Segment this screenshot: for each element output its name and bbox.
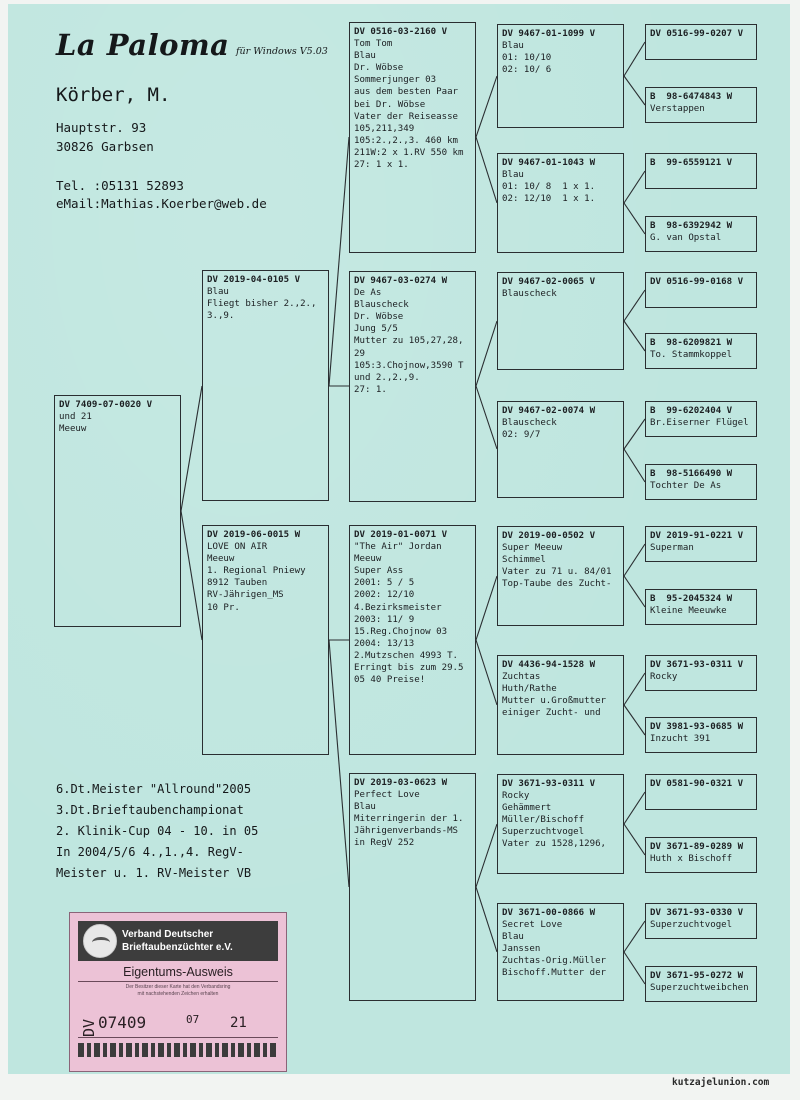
card-ring: 21 bbox=[230, 1015, 247, 1031]
gen2-line: 2002: 12/10 bbox=[354, 590, 415, 601]
connector-line bbox=[624, 76, 645, 105]
owner-street: Hauptstr. 93 bbox=[56, 120, 147, 135]
gen4-box bbox=[645, 774, 757, 810]
gen3-line: Blau bbox=[502, 41, 524, 52]
gen4-ring: DV 3671-89-0289 W bbox=[650, 842, 744, 852]
dam-line: 8912 Tauben bbox=[207, 578, 268, 589]
gen2-line: 29 bbox=[354, 348, 365, 359]
connector-line bbox=[181, 511, 202, 640]
gen2-line: 15.Reg.Chojnow 03 bbox=[354, 626, 448, 637]
gen3-line: Huth/Rathe bbox=[502, 684, 557, 695]
gen2-line: 211W:2 x 1.RV 550 km bbox=[354, 147, 464, 158]
sire-box bbox=[202, 270, 329, 501]
connector-line bbox=[624, 42, 645, 76]
connector-line bbox=[476, 137, 497, 203]
gen3-line: Blau bbox=[502, 170, 524, 181]
connector-line bbox=[624, 419, 645, 449]
gen2-line: Dr. Wöbse bbox=[354, 312, 404, 323]
dam-line: LOVE ON AIR bbox=[207, 542, 268, 553]
gen2-line: 105,211,349 bbox=[354, 123, 415, 134]
gen3-line: Gehämmert bbox=[502, 803, 552, 814]
gen4-ring: B 98-6474843 W bbox=[650, 92, 733, 102]
gen3-line: Superzuchtvogel bbox=[502, 827, 585, 838]
pigeon-logo-icon bbox=[83, 924, 117, 958]
gen4-note: Kleine Meeuwke bbox=[650, 606, 727, 617]
gen3-line: Schimmel bbox=[502, 555, 546, 566]
dam-box bbox=[202, 525, 329, 755]
dam-line: 1. Regional Pniewy bbox=[207, 566, 306, 577]
gen4-note: Br.Eiserner Flügel bbox=[650, 418, 749, 429]
connector-line bbox=[624, 576, 645, 607]
connector-line bbox=[329, 137, 349, 386]
gen4-box bbox=[645, 966, 757, 1002]
gen2-line: 4.Bezirksmeister bbox=[354, 602, 442, 613]
gen3-ring: DV 3671-00-0866 W bbox=[502, 908, 596, 918]
gen3-line: Top-Taube des Zucht- bbox=[502, 579, 612, 590]
gen2-line: Super Ass bbox=[354, 566, 404, 577]
gen2-line: aus dem besten Paar bbox=[354, 87, 459, 98]
gen4-ring: B 98-6392942 W bbox=[650, 221, 733, 231]
gen4-note: Huth x Bischoff bbox=[650, 854, 733, 865]
gen3-line: Rocky bbox=[502, 791, 530, 802]
gen3-line: Zuchtas bbox=[502, 672, 541, 683]
gen2-line: 27: 1. bbox=[354, 384, 387, 395]
gen4-ring: DV 2019-91-0221 V bbox=[650, 531, 744, 541]
connector-line bbox=[476, 576, 497, 640]
card-divider bbox=[78, 981, 278, 982]
gen2-line: 105:3.Chojnow,3590 T bbox=[354, 360, 464, 371]
gen3-line: Blauscheck bbox=[502, 289, 557, 300]
card-year: 07 bbox=[186, 1013, 200, 1026]
card-org-name: Brieftaubenzüchter e.V. bbox=[122, 942, 233, 953]
gen4-box bbox=[645, 24, 757, 60]
grandsire-paternal-box bbox=[349, 22, 476, 253]
connector-line bbox=[476, 824, 497, 887]
gen4-ring: B 99-6559121 V bbox=[650, 158, 733, 168]
connector-line bbox=[624, 544, 645, 576]
gen4-note: Tochter De As bbox=[650, 481, 722, 492]
gen3-line: 02: 10/ 6 bbox=[502, 65, 552, 76]
gen3-line: Bischoff.Mutter der bbox=[502, 968, 607, 979]
gen4-box bbox=[645, 216, 757, 252]
gen2-line: Erringt bis zum 29.5 bbox=[354, 663, 464, 674]
gen2-ring: DV 0516-03-2160 V bbox=[354, 27, 448, 37]
gen4-note: To. Stammkoppel bbox=[650, 350, 733, 361]
gen2-line: Blau bbox=[354, 802, 376, 813]
sire-line: Fliegt bisher 2.,2., bbox=[207, 299, 317, 310]
gen4-ring: DV 3671-95-0272 W bbox=[650, 971, 744, 981]
gen2-line: Vater der Reiseasse bbox=[354, 111, 459, 122]
gen4-box bbox=[645, 153, 757, 189]
gen3-box bbox=[497, 903, 624, 1001]
achievement-line: 6.Dt.Meister "Allround"2005 bbox=[56, 782, 252, 796]
gen3-line: Müller/Bischoff bbox=[502, 815, 585, 826]
subject-box bbox=[54, 395, 181, 627]
gen4-box bbox=[645, 464, 757, 500]
gen4-box bbox=[645, 655, 757, 691]
gen3-box bbox=[497, 24, 624, 128]
card-note: Der Besitzer dieser Karte hat den Verbandsring bbox=[125, 984, 231, 990]
gen3-ring: DV 9467-01-1043 W bbox=[502, 158, 596, 168]
connector-line bbox=[329, 640, 349, 887]
subject-line: Meeuw bbox=[59, 424, 87, 435]
gen2-line: Blauscheck bbox=[354, 300, 409, 311]
gen4-box bbox=[645, 526, 757, 562]
gen4-box bbox=[645, 401, 757, 437]
connector-line bbox=[624, 449, 645, 482]
gen2-line: "The Air" Jordan bbox=[354, 542, 442, 553]
gen4-box bbox=[645, 333, 757, 369]
gen3-line: Mutter u.Großmutter bbox=[502, 696, 607, 707]
gen4-ring: B 98-5166490 W bbox=[650, 469, 733, 479]
gen2-line: Mutter zu 105,27,28, bbox=[354, 336, 464, 347]
gen2-line: 105:2.,2.,3. 460 km bbox=[354, 135, 459, 146]
connector-line bbox=[624, 921, 645, 952]
gen4-box bbox=[645, 837, 757, 873]
gen3-ring: DV 4436-94-1528 W bbox=[502, 660, 596, 670]
gen3-line: Janssen bbox=[502, 944, 541, 955]
gen2-line: 2.Mutzschen 4993 T. bbox=[354, 650, 459, 661]
card-number: 07409 bbox=[98, 1013, 147, 1032]
owner-name: Körber, M. bbox=[56, 84, 171, 106]
granddam-maternal-box bbox=[349, 773, 476, 1001]
gen4-box bbox=[645, 87, 757, 123]
gen2-ring: DV 9467-03-0274 W bbox=[354, 276, 448, 286]
card-title: Eigentums-Ausweis bbox=[123, 965, 233, 979]
gen4-ring: B 95-2045324 W bbox=[650, 594, 733, 604]
gen4-ring: B 98-6209821 W bbox=[650, 338, 733, 348]
gen4-ring: DV 3981-93-0685 W bbox=[650, 722, 744, 732]
gen4-note: Inzucht 391 bbox=[650, 734, 711, 745]
gen2-line: Miterringerin der 1. bbox=[354, 814, 464, 825]
connector-line bbox=[476, 76, 497, 137]
gen2-line: Meeuw bbox=[354, 554, 382, 565]
gen2-line: Perfect Love bbox=[354, 790, 420, 801]
gen4-note: Superman bbox=[650, 543, 694, 554]
sire-ring: DV 2019-04-0105 V bbox=[207, 275, 301, 285]
gen3-box bbox=[497, 774, 624, 874]
gen3-line: 02: 9/7 bbox=[502, 430, 541, 441]
gen4-note: G. van Opstal bbox=[650, 233, 722, 244]
gen4-box bbox=[645, 717, 757, 753]
gen3-line: einiger Zucht- und bbox=[502, 708, 601, 719]
gen4-box bbox=[645, 903, 757, 939]
gen4-note: Superzuchtweibchen bbox=[650, 983, 749, 994]
gen3-line: Super Meeuw bbox=[502, 543, 563, 554]
connector-line bbox=[476, 887, 497, 952]
gen3-box bbox=[497, 272, 624, 370]
owner-email: eMail:Mathias.Koerber@web.de bbox=[56, 196, 267, 211]
ownership-id-card bbox=[69, 912, 287, 1072]
gen4-ring: DV 3671-93-0330 V bbox=[650, 908, 744, 918]
achievement-line: 2. Klinik-Cup 04 - 10. in 05 bbox=[56, 824, 259, 838]
connector-line bbox=[476, 640, 497, 705]
connector-line bbox=[624, 203, 645, 234]
gen3-line: Vater zu 71 u. 84/01 bbox=[502, 567, 612, 578]
gen3-ring: DV 9467-02-0065 V bbox=[502, 277, 596, 287]
gen3-line: 01: 10/ 8 1 x 1. bbox=[502, 182, 596, 193]
gen4-box bbox=[645, 589, 757, 625]
gen3-line: Secret Love bbox=[502, 920, 563, 931]
grandsire-maternal-box bbox=[349, 525, 476, 755]
gen3-box bbox=[497, 526, 624, 626]
connector-line bbox=[624, 673, 645, 705]
achievement-line: 3.Dt.Brieftaubenchampionat bbox=[56, 803, 244, 817]
granddam-paternal-box bbox=[349, 271, 476, 502]
gen3-line: 01: 10/10 bbox=[502, 53, 552, 64]
gen3-line: Blau bbox=[502, 932, 524, 943]
owner-city: 30826 Garbsen bbox=[56, 139, 154, 154]
connector-line bbox=[624, 321, 645, 351]
gen2-line: Jung 5/5 bbox=[354, 324, 398, 335]
gen3-ring: DV 9467-01-1099 V bbox=[502, 29, 596, 39]
gen4-box bbox=[645, 272, 757, 308]
connector-line bbox=[624, 952, 645, 984]
gen4-note: Verstappen bbox=[650, 104, 705, 115]
gen3-ring: DV 9467-02-0074 W bbox=[502, 406, 596, 416]
connector-line bbox=[476, 386, 497, 449]
subject-line: und 21 bbox=[59, 412, 92, 423]
gen2-line: Dr. Wöbse bbox=[354, 63, 404, 74]
gen2-line: Sommerjunger 03 bbox=[354, 75, 437, 86]
gen4-note: Rocky bbox=[650, 672, 678, 683]
card-prefix: DV bbox=[80, 1018, 98, 1037]
gen2-line: in RegV 252 bbox=[354, 838, 415, 849]
gen3-line: 02: 12/10 1 x 1. bbox=[502, 194, 596, 205]
dam-line: RV-Jährigen_MS bbox=[207, 590, 284, 601]
gen3-box bbox=[497, 655, 624, 755]
gen2-ring: DV 2019-03-0623 W bbox=[354, 778, 448, 788]
card-note: mit nachstehenden Zeichen erhalten bbox=[137, 991, 219, 997]
gen4-ring: DV 0581-90-0321 V bbox=[650, 779, 744, 789]
connector-line bbox=[624, 792, 645, 824]
app-version: für Windows V5.03 bbox=[236, 46, 328, 57]
connector-line bbox=[476, 321, 497, 386]
gen2-ring: DV 2019-01-0071 V bbox=[354, 530, 448, 540]
gen3-line: Vater zu 1528,1296, bbox=[502, 839, 607, 850]
connector-line bbox=[624, 824, 645, 855]
gen4-note: Superzuchtvogel bbox=[650, 920, 733, 931]
gen4-ring: DV 3671-93-0311 V bbox=[650, 660, 744, 670]
owner-phone: Tel. :05131 52893 bbox=[56, 178, 184, 193]
achievement-line: In 2004/5/6 4.,1.,4. RegV- bbox=[56, 845, 244, 859]
gen2-line: 2003: 11/ 9 bbox=[354, 614, 415, 625]
achievement-line: Meister u. 1. RV-Meister VB bbox=[56, 866, 252, 880]
card-pattern bbox=[78, 1043, 278, 1057]
gen3-ring: DV 2019-00-0502 V bbox=[502, 531, 596, 541]
connector-line bbox=[181, 386, 202, 511]
gen2-line: Blau bbox=[354, 51, 376, 62]
gen3-line: Zuchtas-Orig.Müller bbox=[502, 956, 607, 967]
connector-line bbox=[624, 171, 645, 203]
card-divider bbox=[78, 1037, 278, 1038]
watermark-url: kutzajelunion.com bbox=[672, 1077, 770, 1088]
gen2-line: 2004: 13/13 bbox=[354, 638, 415, 649]
gen3-box bbox=[497, 153, 624, 253]
connector-line bbox=[624, 290, 645, 321]
sire-line: Blau bbox=[207, 287, 229, 298]
gen2-line: und 2.,2.,9. bbox=[354, 372, 420, 383]
gen2-line: Tom Tom bbox=[354, 39, 393, 50]
gen3-line: Blauscheck bbox=[502, 418, 557, 429]
gen2-line: De As bbox=[354, 288, 382, 299]
card-org-name: Verband Deutscher bbox=[122, 929, 214, 940]
dam-line: Meeuw bbox=[207, 554, 235, 565]
gen3-box bbox=[497, 401, 624, 498]
dam-ring: DV 2019-06-0015 W bbox=[207, 530, 301, 540]
gen3-ring: DV 3671-93-0311 V bbox=[502, 779, 596, 789]
gen4-ring: B 99-6202404 V bbox=[650, 406, 733, 416]
gen4-ring: DV 0516-99-0207 V bbox=[650, 29, 744, 39]
sire-line: 3.,9. bbox=[207, 311, 235, 322]
gen2-line: 2001: 5 / 5 bbox=[354, 578, 415, 589]
dam-line: 10 Pr. bbox=[207, 602, 240, 613]
gen2-line: 27: 1 x 1. bbox=[354, 160, 409, 171]
connector-line bbox=[624, 705, 645, 735]
gen2-line: 05 40 Preise! bbox=[354, 675, 426, 686]
app-logo: La Paloma bbox=[56, 28, 230, 62]
subject-ring: DV 7409-07-0020 V bbox=[59, 400, 153, 410]
gen2-line: Jährigenverbands-MS bbox=[354, 826, 459, 837]
gen2-line: bei Dr. Wöbse bbox=[354, 99, 426, 110]
gen4-ring: DV 0516-99-0168 V bbox=[650, 277, 744, 287]
